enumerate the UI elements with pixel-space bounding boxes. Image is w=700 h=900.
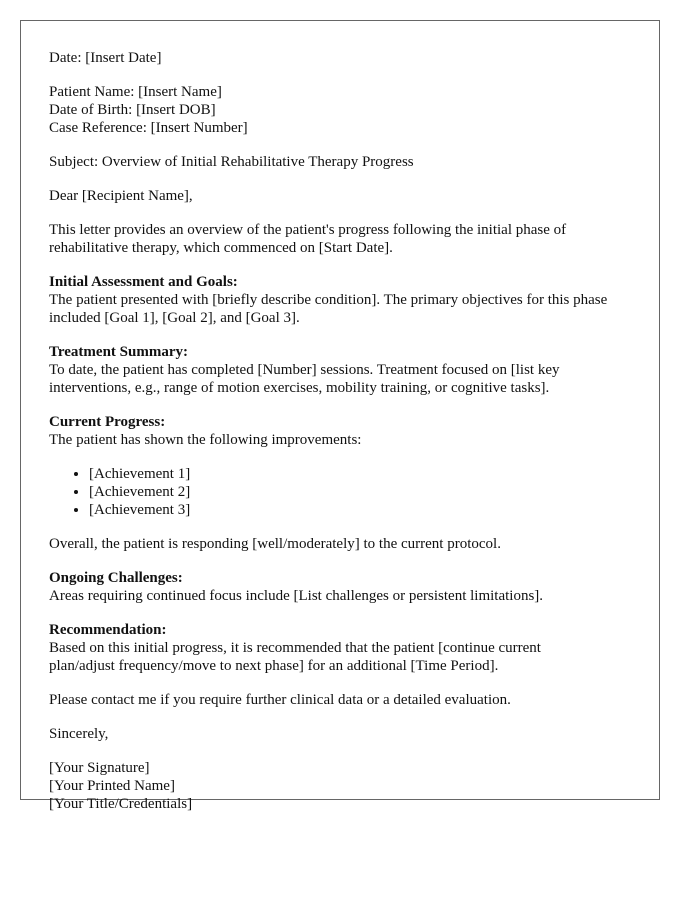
progress-section: [49, 413, 609, 449]
challenges-body: Areas requiring continued focus include [List challenges or persistent limitations].: [49, 588, 544, 604]
list-item: • [Achievement 3]: [89, 501, 609, 519]
assessment-body: The patient presented with [briefly describe condition]. The primary objectives for this phase included [Goal 1], [Goal 2], and [Goal 3].: [49, 292, 608, 326]
letter-page: [20, 20, 660, 812]
achievement-list: [49, 465, 609, 519]
challenges-section: [49, 569, 609, 605]
patient-info: [49, 83, 609, 137]
letter-content: [49, 49, 609, 813]
letter-subject: Subject: Overview of Initial Rehabilitative Therapy Progress: [49, 154, 414, 170]
list-item: • [Achievement 1]: [89, 465, 609, 483]
case-reference: Case Reference: [Insert Number]: [49, 120, 248, 136]
overall-paragraph: Overall, the patient is responding [well/moderately] to the current protocol.: [49, 536, 501, 552]
intro-paragraph: This letter provides an overview of the patient's progress following the initial phase of rehabilitative therapy, which commenced on [Start Date].: [49, 222, 567, 256]
assessment-heading: Initial Assessment and Goals:: [49, 274, 238, 290]
letter-date: Date: [Insert Date]: [49, 50, 162, 66]
assessment-section: [49, 273, 609, 327]
printed-name: [Your Printed Name]: [49, 778, 175, 794]
progress-body: The patient has shown the following improvements:: [49, 432, 362, 448]
progress-heading: Current Progress:: [49, 414, 166, 430]
recommendation-section: [49, 621, 609, 675]
patient-dob: Date of Birth: [Insert DOB]: [49, 102, 216, 118]
signature-block: [49, 759, 609, 813]
closing: Sincerely,: [49, 726, 109, 742]
signature: [Your Signature]: [49, 760, 150, 776]
contact-paragraph: Please contact me if you require further clinical data or a detailed evaluation.: [49, 692, 511, 708]
patient-name: Patient Name: [Insert Name]: [49, 84, 222, 100]
treatment-heading: Treatment Summary:: [49, 344, 188, 360]
salutation: Dear [Recipient Name],: [49, 188, 193, 204]
treatment-section: [49, 343, 609, 397]
recommendation-heading: Recommendation:: [49, 622, 167, 638]
title-credentials: [Your Title/Credentials]: [49, 796, 193, 812]
treatment-body: To date, the patient has completed [Number] sessions. Treatment focused on [list key interventions, e.g., range of motion exercises, mobility training, or cognitive tasks].: [49, 362, 560, 396]
list-item: • [Achievement 2]: [89, 483, 609, 501]
recommendation-body: Based on this initial progress, it is recommended that the patient [continue current plan/adjust frequency/move to next phase] for an additional [Time Period].: [49, 640, 541, 674]
challenges-heading: Ongoing Challenges:: [49, 570, 183, 586]
